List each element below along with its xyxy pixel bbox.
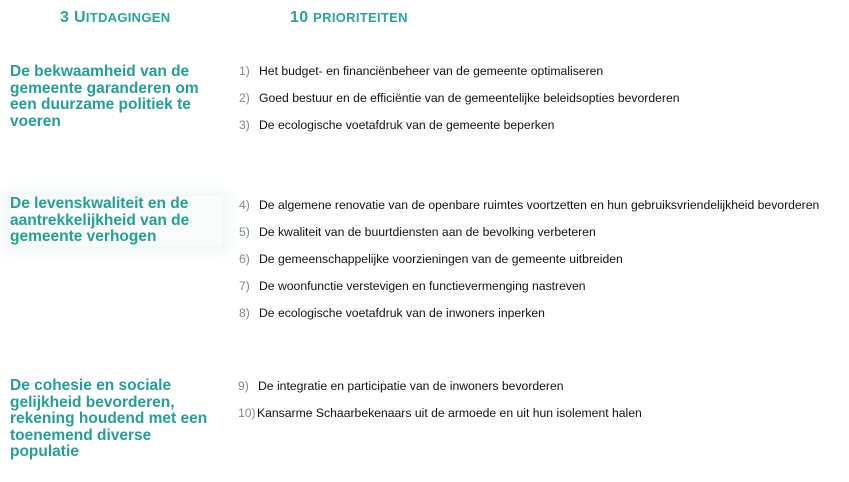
priority-text: De ecologische voetafdruk van de inwoners inperken	[259, 306, 545, 320]
priority-item	[239, 306, 545, 320]
priority-text: De kwaliteit van de buurtdiensten aan de bevolking verbeteren	[259, 225, 596, 239]
challenges-header	[60, 9, 170, 27]
priority-item	[239, 64, 603, 78]
challenges-header-first: U	[73, 9, 86, 26]
priority-item	[239, 198, 819, 212]
priority-number: 8)	[239, 306, 250, 320]
priority-item	[239, 225, 596, 239]
priority-item	[239, 279, 586, 293]
challenges-header-rest: ITDAGINGEN	[85, 10, 171, 25]
priority-number: 4)	[239, 198, 250, 212]
priority-number: 1)	[239, 64, 250, 78]
priorities-header	[290, 9, 408, 27]
challenge-1: De bekwaamheid van de gemeente garanderen om een duurzame politiek te voeren	[10, 63, 199, 130]
priorities-header-word: PRIORITEITEN	[313, 10, 408, 25]
priority-text: Kansarme Schaarbekenaars uit de armoede en uit hun isolement halen	[257, 406, 642, 420]
priority-text: De woonfunctie verstevigen en functievermenging nastreven	[259, 279, 586, 293]
priority-item	[239, 118, 554, 132]
priorities-header-num: 10	[290, 9, 309, 26]
priority-number: 10)	[238, 406, 256, 420]
priority-item	[239, 252, 623, 266]
priority-number: 6)	[239, 252, 250, 266]
priority-text: De integratie en participatie van de inwoners bevorderen	[258, 379, 564, 393]
priority-number: 3)	[239, 118, 250, 132]
priority-text: De ecologische voetafdruk van de gemeente beperken	[259, 118, 555, 132]
priority-text: Het budget- en financiënbeheer van de gemeente optimaliseren	[259, 64, 604, 78]
priority-item	[239, 91, 680, 105]
priority-text: De gemeenschappelijke voorzieningen van de gemeente uitbreiden	[259, 252, 623, 266]
challenge-3: De cohesie en sociale gelijkheid bevorderen, rekening houdend met een toenemend diverse populatie	[10, 377, 208, 460]
priority-item	[238, 406, 642, 420]
challenges-header-num: 3	[60, 9, 70, 26]
priority-text: Goed bestuur en de efficiëntie van de gemeentelijke beleidsopties bevorderen	[259, 91, 680, 105]
priority-number: 7)	[239, 279, 250, 293]
priority-number: 9)	[238, 379, 249, 393]
priority-number: 2)	[239, 91, 250, 105]
priority-text: De algemene renovatie van de openbare ruimtes voortzetten en hun gebruiksvriendelijkheid bevorderen	[259, 198, 820, 212]
priority-number: 5)	[239, 225, 250, 239]
priority-item	[238, 379, 564, 393]
challenge-2: De levenskwaliteit en de aantrekkelijkheid van de gemeente verhogen	[10, 196, 222, 246]
